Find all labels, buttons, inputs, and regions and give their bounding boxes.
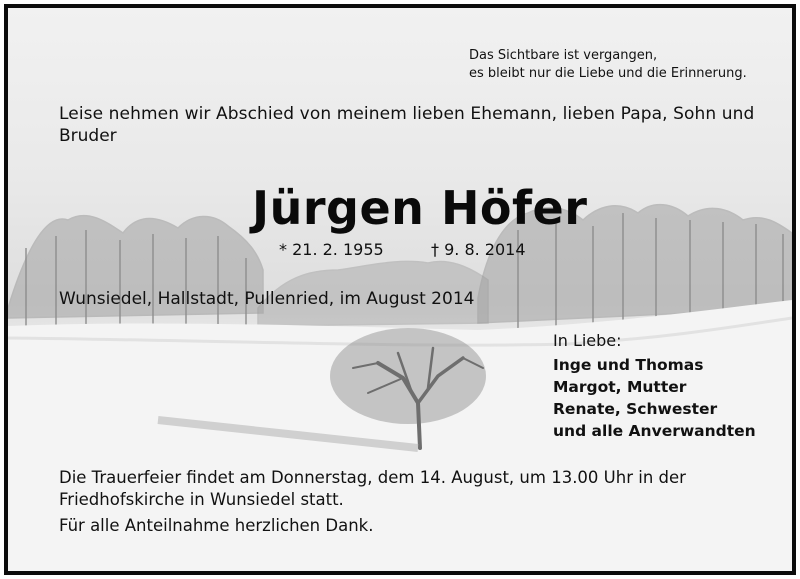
intro-line-1: Leise nehmen wir Abschied von meinem lieben Ehemann, lieben Papa, Sohn und <box>59 104 755 124</box>
intro-line-2: Bruder <box>59 126 117 146</box>
notice-frame <box>4 4 796 575</box>
funeral-info-line-2: Friedhofskirche in Wunsiedel statt. <box>59 490 344 509</box>
mourners-heading: In Liebe: <box>553 331 622 350</box>
mourner-line: Inge und Thomas <box>553 356 704 374</box>
death-date: † 9. 8. 2014 <box>431 240 526 259</box>
mourner-line: Margot, Mutter <box>553 378 687 396</box>
mourner-line: Renate, Schwester <box>553 400 718 418</box>
deceased-name: Jürgen Höfer <box>252 181 588 235</box>
motto-line-1: Das Sichtbare ist vergangen, <box>469 48 658 63</box>
funeral-info-line-1: Die Trauerfeier findet am Donnerstag, dem 14. August, um 13.00 Uhr in der <box>59 468 686 487</box>
mourner-line: und alle Anverwandten <box>553 422 756 440</box>
thanks-line: Für alle Anteilnahme herzlichen Dank. <box>59 516 374 535</box>
place-and-date: Wunsiedel, Hallstadt, Pullenried, im August 2014 <box>59 289 475 309</box>
motto-line-2: es bleibt nur die Liebe und die Erinnerung. <box>469 66 747 81</box>
birth-date: * 21. 2. 1955 <box>279 240 384 259</box>
